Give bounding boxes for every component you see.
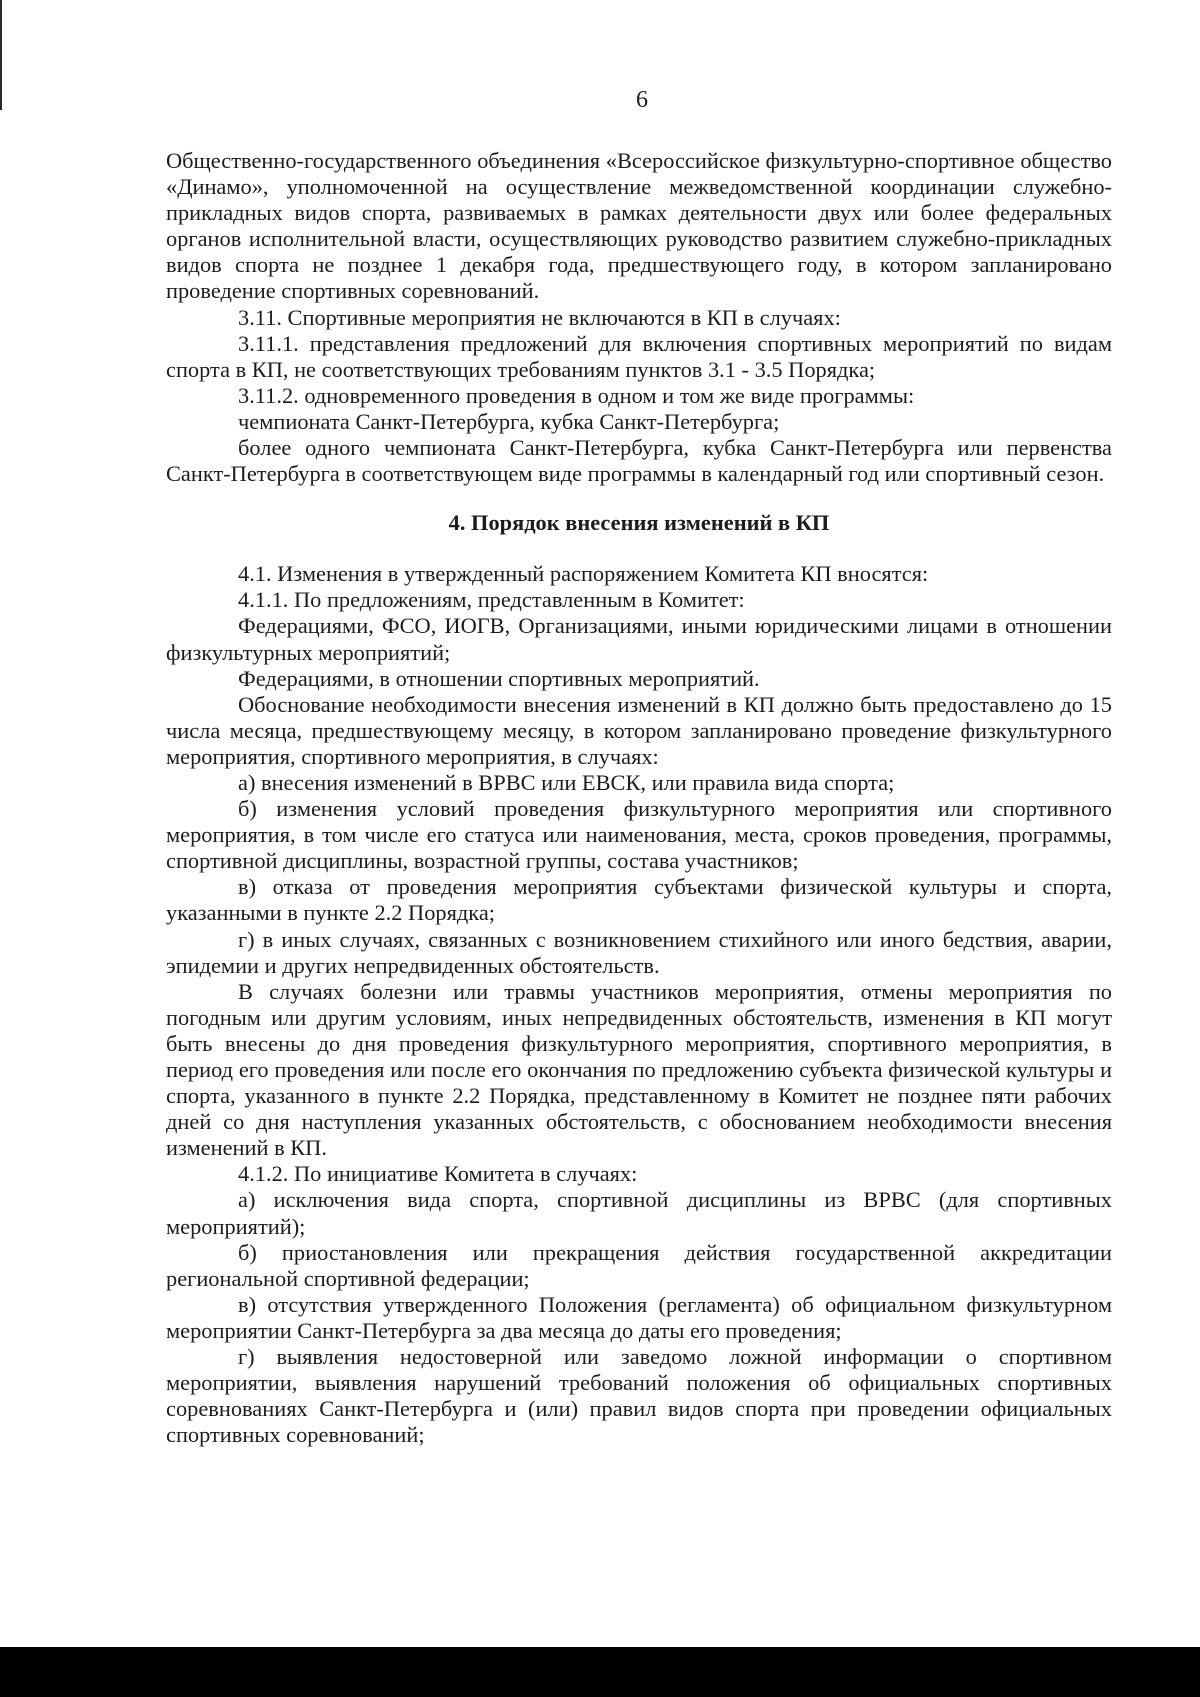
paragraph-4-1: 4.1. Изменения в утвержденный распоряжением Комитета КП вносятся: <box>238 561 929 587</box>
paragraph-3-11: 3.11. Спортивные мероприятия не включаются в КП в случаях: <box>238 304 841 330</box>
document-body <box>166 148 1112 1448</box>
paragraph-3-11-1: 3.11.1. представления предложений для включения спортивных мероприятий по видам спорта в КП, не соответствующих требованиям пунктов 3.1 - 3.5 Порядка; <box>166 330 1112 382</box>
list-item-g-2: г) выявления недостоверной или заведомо ложной информации о спортивном мероприятии, выявления нарушений требований положения об официальных спортивных соревнованиях Санкт-Петербурга и (или) правил видов спорта при проведении официальных спортивных соревнований; <box>166 1344 1112 1448</box>
list-item-b-2: б) приостановления или прекращения действия государственной аккредитации региональной спортивной федерации; <box>166 1239 1112 1291</box>
scan-bottom-bar <box>0 1647 1200 1697</box>
list-item-a-2: а) исключения вида спорта, спортивной дисциплины из ВРВС (для спортивных мероприятий); <box>166 1187 1112 1239</box>
paragraph-4-1-2: 4.1.2. По инициативе Комитета в случаях: <box>238 1161 638 1187</box>
list-item-v: в) отказа от проведения мероприятия субъектами физической культуры и спорта, указанными в пункте 2.2 Порядка; <box>166 874 1112 926</box>
paragraph-federations-sport: Федерациями, в отношении спортивных мероприятий. <box>238 665 760 691</box>
paragraph-3-11-2: 3.11.2. одновременного проведения в одном и том же виде программы: <box>238 382 915 408</box>
paragraph-championship-cup: чемпионата Санкт-Петербурга, кубка Санкт-Петербурга; <box>238 408 780 434</box>
paragraph-federations-physical: Федерациями, ФСО, ИОГВ, Организациями, иными юридическими лицами в отношении физкультурных мероприятий; <box>166 613 1112 665</box>
paragraph-illness-injury: В случаях болезни или травмы участников мероприятия, отмены мероприятия по погодным или другим условиям, иных непредвиденных обстоятельств, изменения в КП могут быть внесены до дня проведения физкультурного мероприятия, спортивного мероприятия, в период его проведения или после его окончания по предложению субъекта физической культуры и спорта, указанного в пункте 2.2 Порядка, представленному в Комитет не позднее пяти рабочих дней со дня наступления указанных обстоятельств, с обоснованием необходимости внесения изменений в КП. <box>166 978 1112 1161</box>
section-heading-4: 4. Порядок внесения изменений в КП <box>448 510 830 536</box>
list-item-b: б) изменения условий проведения физкультурного мероприятия или спортивного мероприятия, в том числе его статуса или наименования, места, сроков проведения, программы, спортивной дисциплины, возрастной группы, состава участников; <box>166 796 1112 874</box>
list-item-g: г) в иных случаях, связанных с возникновением стихийного или иного бедствия, аварии, эпидемии и других непредвиденных обстоятельств. <box>166 926 1112 978</box>
list-item-v-2: в) отсутствия утвержденного Положения (регламента) об официальном физкультурном мероприятии Санкт-Петербурга за два месяца до даты его проведения; <box>166 1291 1112 1343</box>
list-item-a: а) внесения изменений в ВРВС или ЕВСК, или правила вида спорта; <box>238 769 895 795</box>
paragraph-continuation: Общественно-государственного объединения «Всероссийское физкультурно-спортивное общество «Динамо», уполномоченной на осуществление межведомственной координации служебно-прикладных видов спорта, развиваемых в рамках деятельности двух или более федеральных органов исполнительной власти, осуществляющих руководство развитием служебно-прикладных видов спорта не позднее 1 декабря года, предшествующего году, в котором запланировано проведение спортивных соревнований. <box>166 148 1112 304</box>
paragraph-more-than-one: более одного чемпионата Санкт-Петербурга, кубка Санкт-Петербурга или первенства Санкт-Петербурга в соответствующем виде программы в календарный год или спортивный сезон. <box>166 435 1112 487</box>
page-number: 6 <box>636 87 648 113</box>
paragraph-justification: Обоснование необходимости внесения изменений в КП должно быть предоставлено до 15 числа месяца, предшествующему месяцу, в котором запланировано проведение физкультурного мероприятия, спортивного мероприятия, в случаях: <box>166 691 1112 769</box>
paragraph-4-1-1: 4.1.1. По предложениям, представленным в Комитет: <box>238 587 745 613</box>
